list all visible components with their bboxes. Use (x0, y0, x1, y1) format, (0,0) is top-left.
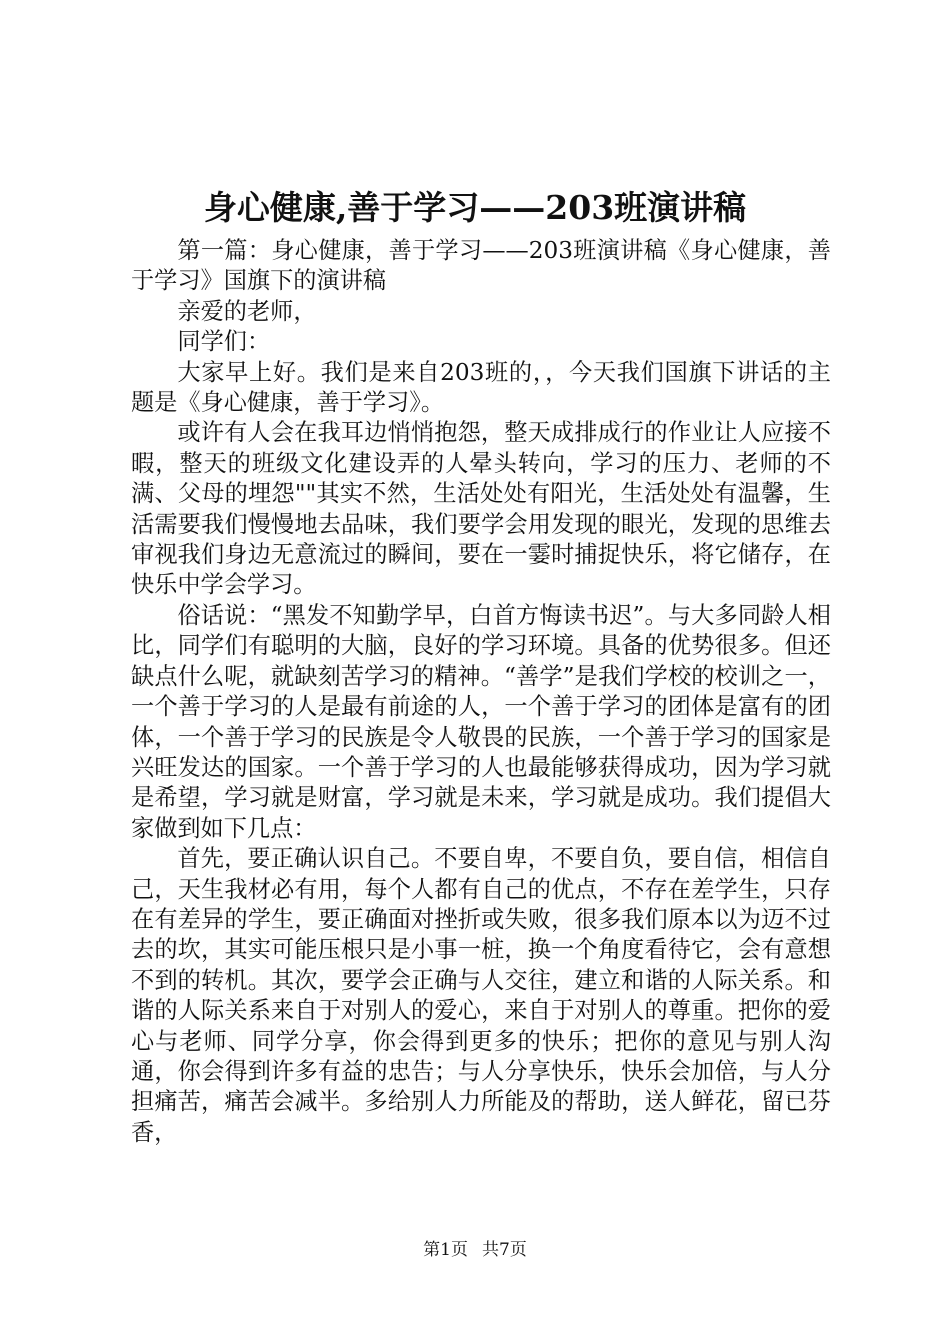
paragraph-6: 俗话说：“黑发不知勤学早，白首方悔读书迟”。与大多同龄人相比，同学们有聪明的大脑，良好的学习环境。具备的优势很多。但还缺点什么呢，就缺刻苦学习的精神。“善学”是我们学校的校训之一，一个善于学习的人是最有前途的人，一个善于学习的团体是富有的团体，一个善于学习的民族是令人敬畏的民族，一个善于学习的国家是兴旺发达的国家。一个善于学习的人也最能够获得成功，因为学习就是希望，学习就是财富，学习就是未来，学习就是成功。我们提倡大家做到如下几点： (131, 601, 831, 842)
page-footer (0, 1239, 950, 1261)
paragraph-3: 同学们： (177, 328, 271, 356)
page-number: 第1页 (423, 1240, 468, 1260)
paragraph-7: 首先，要正确认识自己。不要自卑，不要自负，要自信，相信自己，天生我材必有用，每个人都有自己的优点，不存在差学生，只存在有差异的学生，要正确面对挫折或失败，很多我们原本以为迈不过去的坎，其实可能压根只是小事一桩，换一个角度看待它，会有意想不到的转机。其次，要学会正确与人交往，建立和谐的人际关系。和谐的人际关系来自于对别人的爱心，来自于对别人的尊重。把你的爱心与老师、同学分享，你会得到更多的快乐；把你的意见与别人沟通，你会得到许多有益的忠告；与人分享快乐，快乐会加倍，与人分担痛苦，痛苦会减半。多给别人力所能及的帮助，送人鲜花，留已芬香， (131, 845, 831, 1146)
paragraph-4: 大家早上好。我们是来自203班的，，今天我们国旗下讲话的主题是《身心健康，善于学习》。 (131, 358, 831, 417)
paragraph-5: 或许有人会在我耳边悄悄抱怨，整天成排成行的作业让人应接不暇，整天的班级文化建设弄的人晕头转向，学习的压力、老师的不满、父母的埋怨""其实不然，生活处处有阳光，生活处处有温馨，生活需要我们慢慢地去品味，我们要学会用发现的眼光，发现的思维去审视我们身边无意流过的瞬间，要在一霎时捕捉快乐，将它储存，在快乐中学会学习。 (131, 419, 831, 599)
document-title: 身心健康,善于学习——203班演讲稿 (203, 188, 747, 227)
document-body (131, 236, 831, 1148)
paragraph-2: 亲爱的老师， (177, 297, 317, 325)
page-total: 共7页 (482, 1240, 527, 1260)
paragraph-1: 第一篇：身心健康，善于学习——203班演讲稿《身心健康，善于学习》国旗下的演讲稿 (131, 237, 831, 295)
